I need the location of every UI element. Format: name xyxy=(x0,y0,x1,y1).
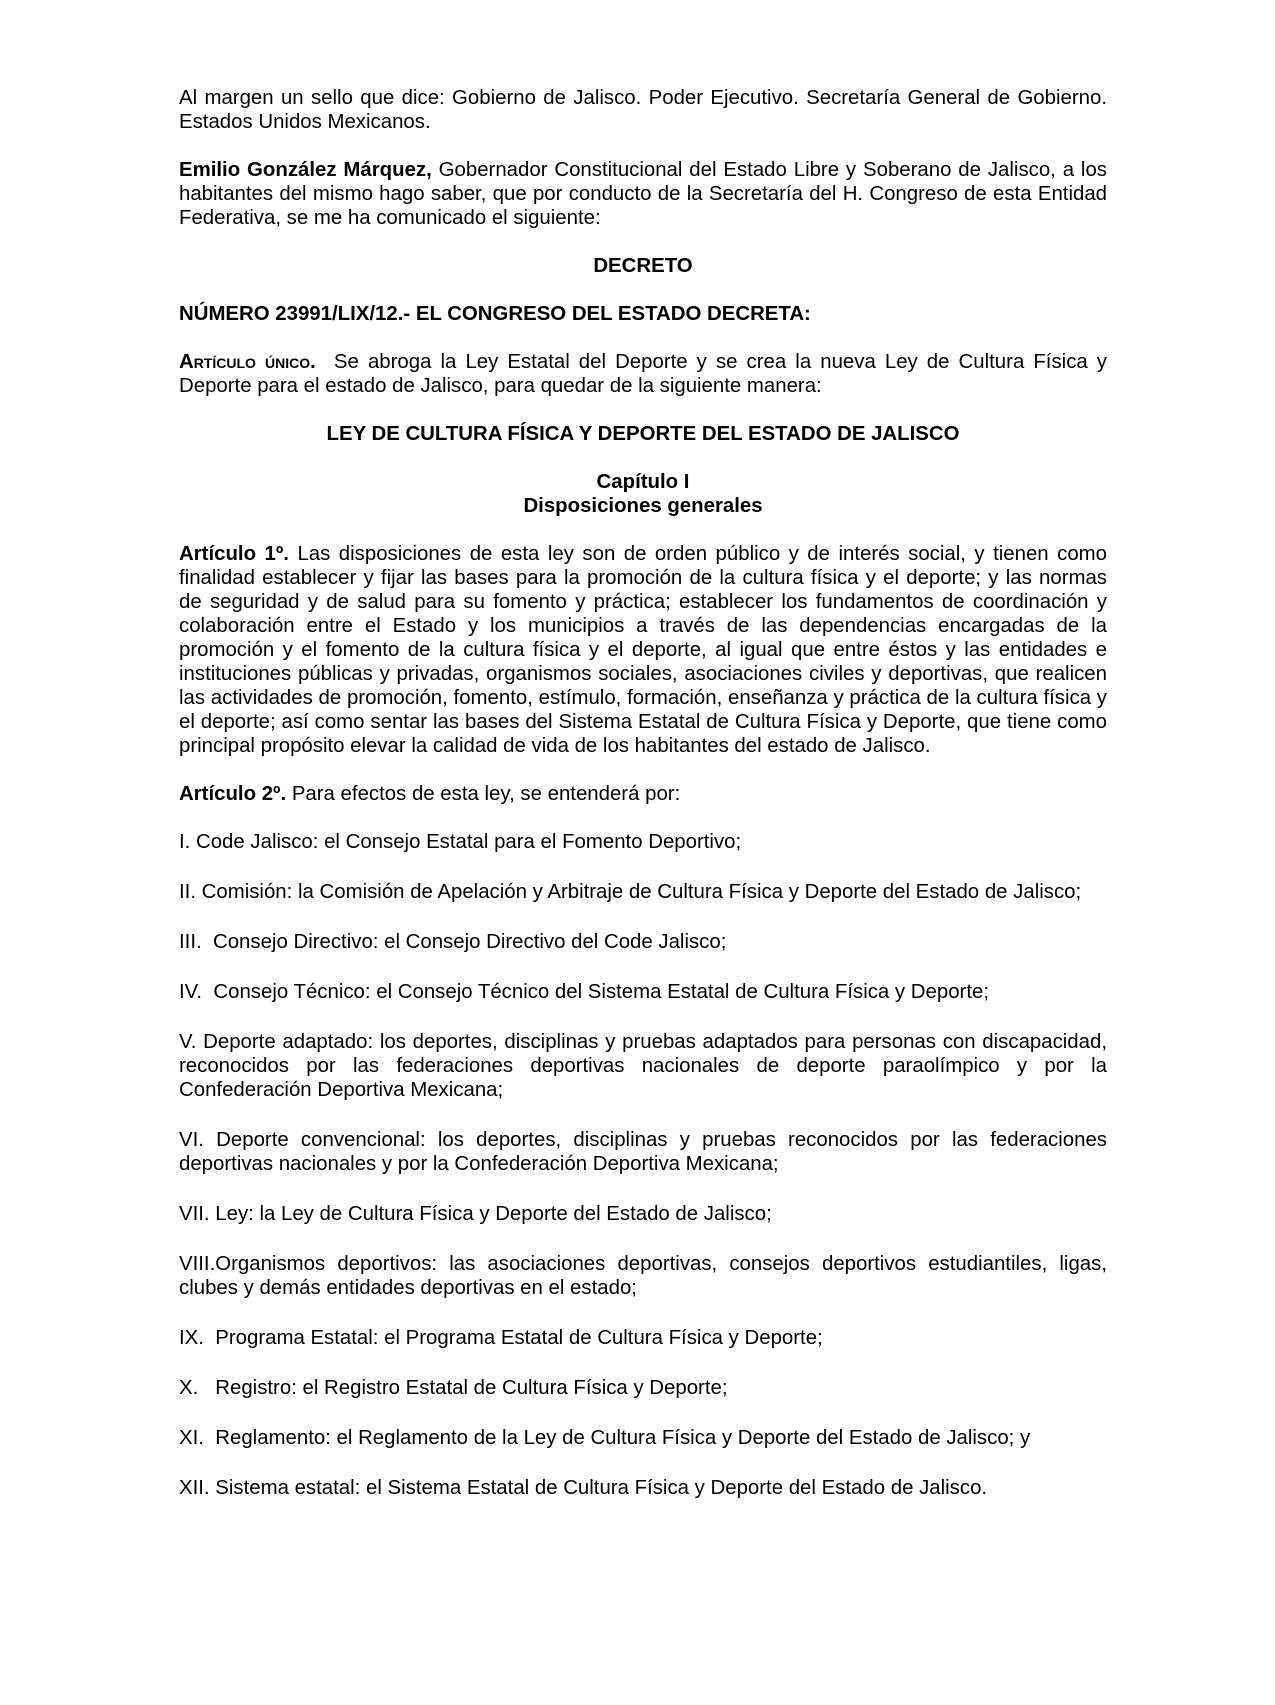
law-title: LEY DE CULTURA FÍSICA Y DEPORTE DEL ESTADO DE JALISCO xyxy=(326,423,960,445)
intro-paragraph xyxy=(179,158,1107,230)
articulo-2-label: Artículo 2º. xyxy=(179,783,287,805)
definition-item: III. Consejo Directivo: el Consejo Directivo del Code Jalisco; xyxy=(179,931,727,953)
definition-item: X. Registro: el Registro Estatal de Cultura Física y Deporte; xyxy=(179,1377,728,1399)
definition-item: I. Code Jalisco: el Consejo Estatal para el Fomento Deportivo; xyxy=(179,831,742,853)
decree-number: NÚMERO 23991/LIX/12.- EL CONGRESO DEL ESTADO DECRETA: xyxy=(179,303,811,325)
document-page xyxy=(179,86,1113,1526)
articulo-unico-paragraph xyxy=(179,350,1113,398)
articulo-1-paragraph xyxy=(179,542,1107,758)
definition-item: IV. Consejo Técnico: el Consejo Técnico del Sistema Estatal de Cultura Física y Deporte; xyxy=(179,981,989,1003)
chapter-number: Capítulo I xyxy=(596,471,690,493)
chapter-name: Disposiciones generales xyxy=(523,495,763,517)
definition-item: XII. Sistema estatal: el Sistema Estatal de Cultura Física y Deporte del Estado de Jalisco. xyxy=(179,1477,988,1499)
governor-name: Emilio González Márquez, xyxy=(179,159,432,181)
margin-note: Al margen un sello que dice: Gobierno de Jalisco. Poder Ejecutivo. Secretaría General de Gobierno. Estados Unidos Mexicanos. xyxy=(179,87,1107,133)
definition-item: IX. Programa Estatal: el Programa Estatal de Cultura Física y Deporte; xyxy=(179,1327,823,1349)
definition-item: VII. Ley: la Ley de Cultura Física y Deporte del Estado de Jalisco; xyxy=(179,1203,772,1225)
definition-item: VI. Deporte convencional: los deportes, disciplinas y pruebas reconocidos por las federaciones deportivas nacionales y por la Confederación Deportiva Mexicana; xyxy=(179,1129,1107,1175)
decree-title: DECRETO xyxy=(593,255,693,277)
definition-item: II. Comisión: la Comisión de Apelación y Arbitraje de Cultura Física y Deporte del Estado de Jalisco; xyxy=(179,881,1082,903)
articulo-2-text: Para efectos de esta ley, se entenderá por: xyxy=(286,783,681,805)
definition-item: VIII.Organismos deportivos: las asociaciones deportivas, consejos deportivos estudiantiles, ligas, clubes y demás entidades deportivas en el estado; xyxy=(179,1253,1107,1299)
definition-item: XI. Reglamento: el Reglamento de la Ley de Cultura Física y Deporte del Estado de Jalisco; y xyxy=(179,1427,1031,1449)
articulo-unico-label: Artículo único. xyxy=(179,351,316,373)
articulo-1-label: Artículo 1º. xyxy=(179,543,289,565)
articulo-unico-text: Se abroga la Ley Estatal del Deporte y se crea la nueva Ley de Cultura Física y Deporte para el estado de Jalisco, para quedar de la siguiente manera: xyxy=(179,351,1113,397)
articulo-2-paragraph xyxy=(179,782,1107,806)
definition-item: V. Deporte adaptado: los deportes, disciplinas y pruebas adaptados para personas con discapacidad, reconocidos por las federaciones deportivas nacionales de deporte paraolímpico y por la Confederación Deportiva Mexicana; xyxy=(179,1031,1107,1101)
articulo-1-text: Las disposiciones de esta ley son de orden público y de interés social, y tienen como finalidad establecer y fijar las bases para la promoción de la cultura física y el deporte; y las normas de seguridad y de salud para su fomento y práctica; establecer los fundamentos de coordinación y colaboración entre el Estado y los municipios a través de las dependencias encargadas de la promoción y el fomento de la cultura física y el deporte, al igual que entre éstos y las entidades e instituciones públicas y privadas, organismos sociales, asociaciones civiles y deportivas, que realicen las actividades de promoción, fomento, estímulo, formación, enseñanza y práctica de la cultura física y el deporte; así como sentar las bases del Sistema Estatal de Cultura Física y Deporte, que tiene como principal propósito elevar la calidad de vida de los habitantes del estado de Jalisco. xyxy=(179,543,1107,757)
intro-text: Gobernador Constitucional del Estado Libre y Soberano de Jalisco, a los habitantes del mismo hago saber, que por conducto de la Secretaría del H. Congreso de esta Entidad Federativa, se me ha comunicado el siguiente: xyxy=(179,159,1107,229)
chapter-heading xyxy=(179,470,1107,518)
